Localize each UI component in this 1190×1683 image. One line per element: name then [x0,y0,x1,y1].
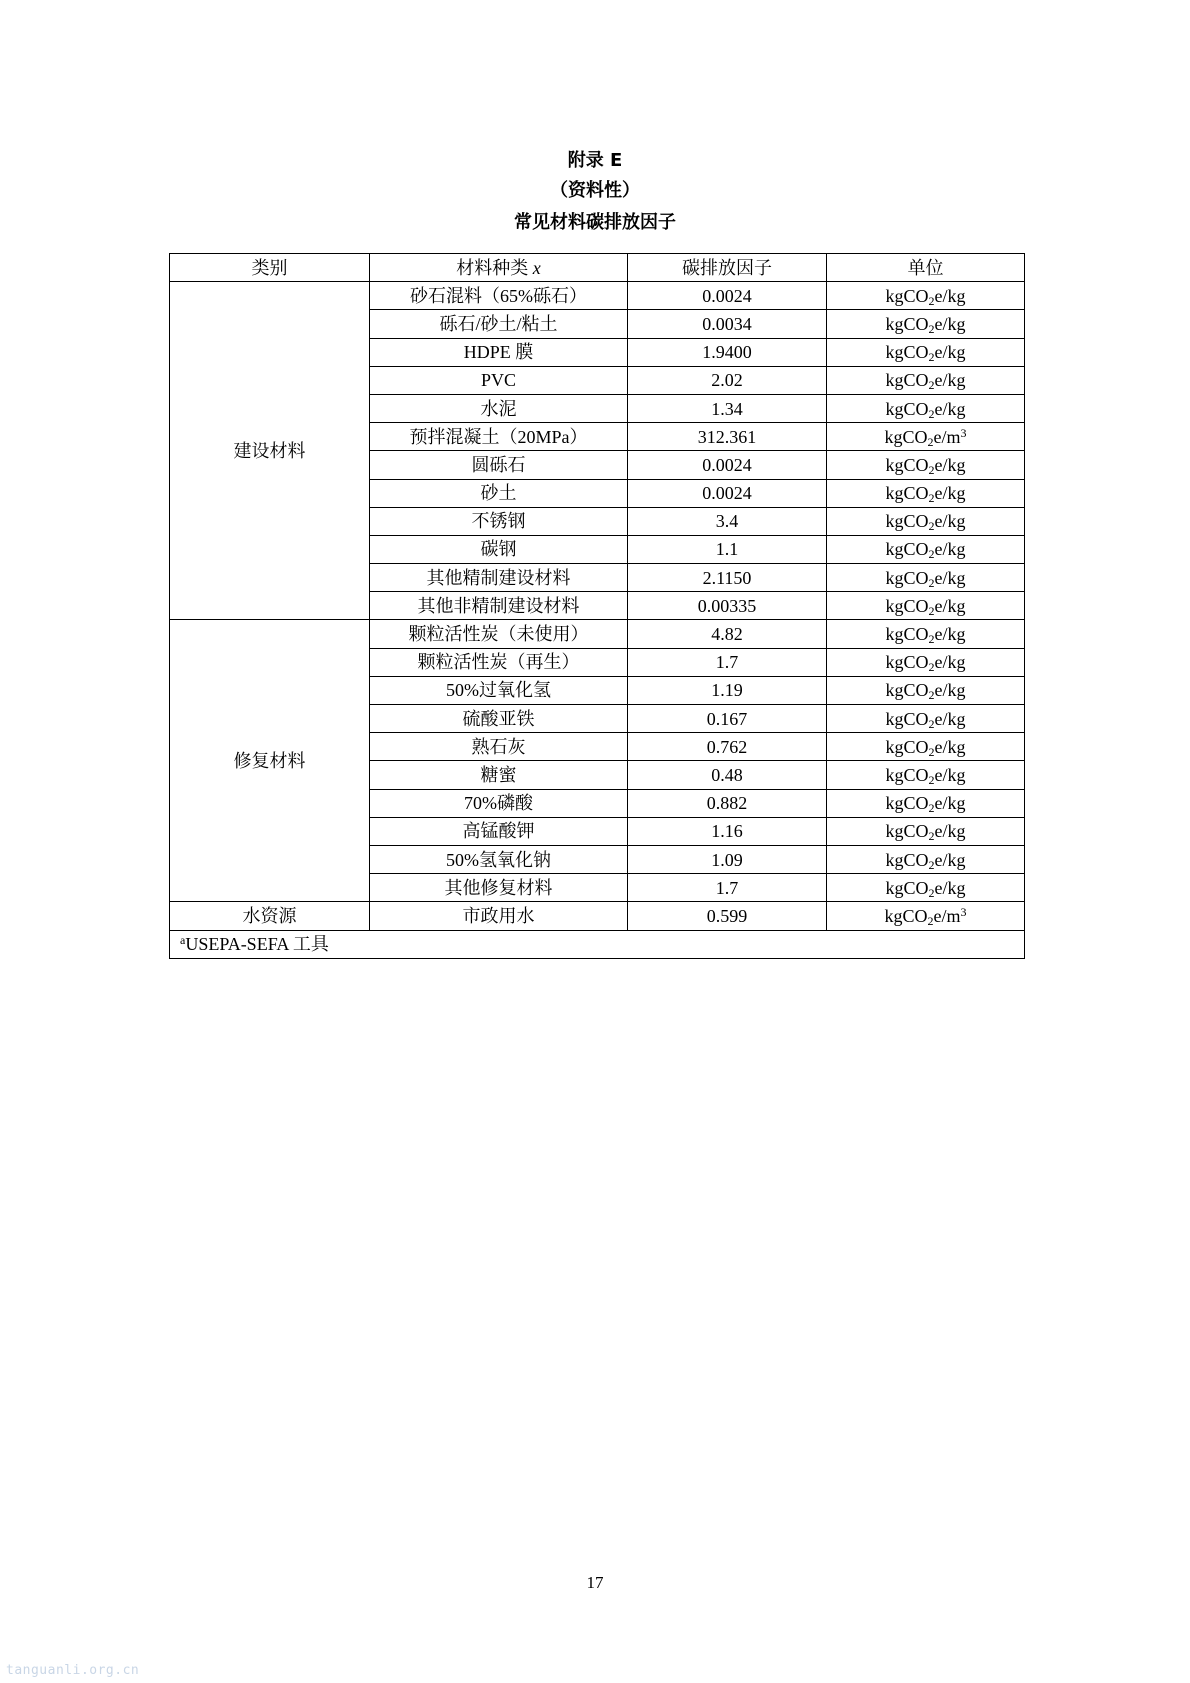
table-footnote-row [170,930,1025,958]
unit-cell: kgCO$_2$e/kg [827,479,1025,507]
unit-cell: kgCO$_2$e/kg [827,705,1025,733]
unit-cell: kgCO$_2$e/kg [827,620,1025,648]
appendix-label: 附录 E [567,150,623,171]
factor-cell: 0.882 [628,789,827,817]
material-cell: 砾石/砂土/粘土 [370,310,628,338]
carbon-factor-table [169,253,1025,959]
material-cell: 预拌混凝土（20MPa） [370,423,628,451]
table-row [170,620,1025,648]
footnote-text: USEPA-SEFA 工具 [185,934,329,955]
material-cell: 高锰酸钾 [370,817,628,845]
column-header-category: 类别 [170,254,370,282]
table-row [170,902,1025,930]
unit-cell: kgCO$_2$e/kg [827,535,1025,563]
column-header-material [370,254,628,282]
unit-cell: kgCO$_2$e/kg [827,676,1025,704]
factor-cell: 1.34 [628,394,827,422]
factor-cell: 0.48 [628,761,827,789]
unit-cell: $kgCO_2e/m^3$ [827,423,1025,451]
page-number: 17 [586,1573,604,1592]
category-construction: 建设材料 [170,282,370,620]
factor-cell: 3.4 [628,507,827,535]
factor-cell: 1.7 [628,874,827,902]
unit-cell: kgCO$_2$e/kg [827,845,1025,873]
category-remediation: 修复材料 [170,620,370,902]
unit-cell: kgCO$_2$e/kg [827,648,1025,676]
unit-cell: kgCO$_2$e/kg [827,564,1025,592]
factor-cell: 0.0034 [628,310,827,338]
column-header-factor: 碳排放因子 [628,254,827,282]
material-cell: 砂土 [370,479,628,507]
factor-cell: 1.19 [628,676,827,704]
footnote-marker: a [180,933,186,948]
category-water: 水资源 [170,902,370,930]
factor-cell: 0.0024 [628,282,827,310]
material-cell: 70%磷酸 [370,789,628,817]
appendix-title: 常见材料碳排放因子 [514,212,676,233]
material-cell: 其他非精制建设材料 [370,592,628,620]
material-cell: 不锈钢 [370,507,628,535]
factor-cell: 0.00335 [628,592,827,620]
factor-cell: 0.0024 [628,479,827,507]
column-header-unit: 单位 [827,254,1025,282]
unit-cell: kgCO$_2$e/kg [827,817,1025,845]
unit-cell: kgCO$_2$e/kg [827,282,1025,310]
material-cell: HDPE 膜 [370,338,628,366]
material-cell: 砂石混料（65%砾石） [370,282,628,310]
material-cell: 圆砾石 [370,451,628,479]
material-cell: 50%过氧化氢 [370,676,628,704]
unit-cell: kgCO$_2$e/kg [827,310,1025,338]
table-body [170,282,1025,959]
factor-cell: 1.1 [628,535,827,563]
factor-cell: 312.361 [628,423,827,451]
material-cell: 糖蜜 [370,761,628,789]
factor-cell: 0.167 [628,705,827,733]
material-cell: 碳钢 [370,535,628,563]
factor-cell: 2.1150 [628,564,827,592]
material-cell: 颗粒活性炭（未使用） [370,620,628,648]
factor-cell: 1.7 [628,648,827,676]
factor-cell: 0.599 [628,902,827,930]
material-cell: 其他修复材料 [370,874,628,902]
factor-cell: 2.02 [628,366,827,394]
material-cell: PVC [370,366,628,394]
column-header-material-variable: x [532,257,541,278]
material-cell: 水泥 [370,394,628,422]
unit-cell: kgCO$_2$e/kg [827,592,1025,620]
factor-cell: 0.0024 [628,451,827,479]
unit-cell: kgCO$_2$e/kg [827,874,1025,902]
appendix-nature: （资料性） [550,180,640,201]
unit-cell: kgCO$_2$e/kg [827,366,1025,394]
material-cell: 50%氢氧化钠 [370,845,628,873]
table-header-row [170,254,1025,282]
unit-cell: kgCO$_2$e/kg [827,761,1025,789]
unit-cell: kgCO$_2$e/kg [827,507,1025,535]
material-cell: 颗粒活性炭（再生） [370,648,628,676]
unit-cell: $kgCO_2e/m^3$ [827,902,1025,930]
unit-cell: kgCO$_2$e/kg [827,789,1025,817]
table-footnote [170,930,1025,958]
unit-cell: kgCO$_2$e/kg [827,733,1025,761]
column-header-material-label: 材料种类 [456,257,529,278]
material-cell: 其他精制建设材料 [370,564,628,592]
material-cell: 硫酸亚铁 [370,705,628,733]
table-row [170,282,1025,310]
factor-cell: 1.16 [628,817,827,845]
factor-cell: 1.9400 [628,338,827,366]
unit-cell: kgCO$_2$e/kg [827,451,1025,479]
unit-cell: kgCO$_2$e/kg [827,394,1025,422]
factor-cell: 4.82 [628,620,827,648]
material-cell: 市政用水 [370,902,628,930]
factor-cell: 1.09 [628,845,827,873]
material-cell: 熟石灰 [370,733,628,761]
unit-cell: kgCO$_2$e/kg [827,338,1025,366]
factor-cell: 0.762 [628,733,827,761]
watermark: tanguanli.org.cn [6,1663,140,1678]
